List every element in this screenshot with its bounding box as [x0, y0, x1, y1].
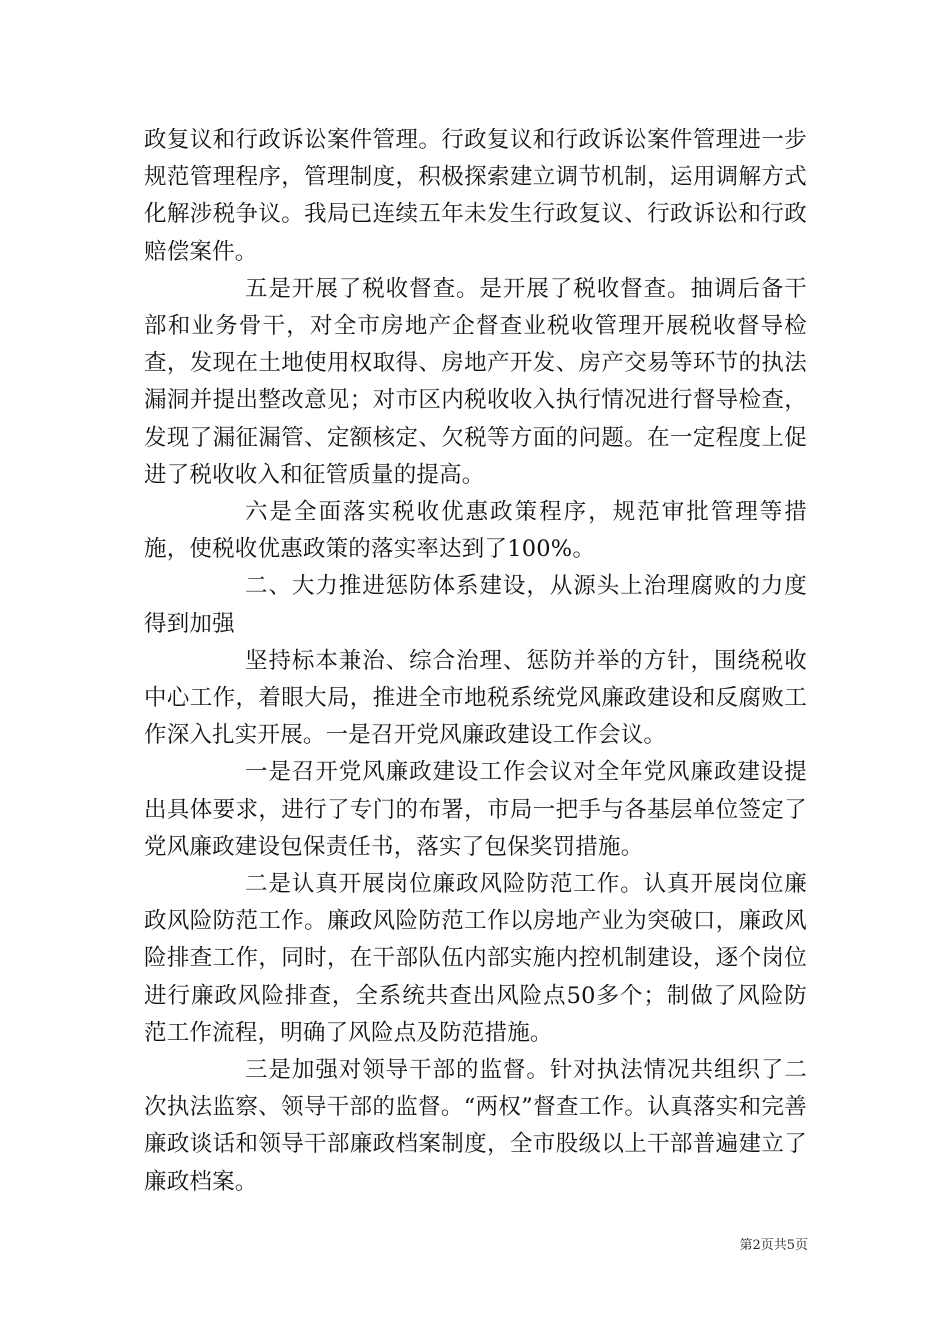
paragraph-continuation: 政复议和行政诉讼案件管理。行政复议和行政诉讼案件管理进一步规范管理程序，管理制度，积极探索建立调节机制，运用调解方式化解涉税争议。我局已连续五年未发生行政复议、行政诉讼和行政赔偿案件。 — [144, 127, 807, 265]
paragraph-tax-preference: 六是全面落实税收优惠政策程序，规范审批管理等措施，使税收优惠政策的落实率达到了100%。 — [144, 499, 807, 563]
paragraph-risk-prevention: 二是认真开展岗位廉政风险防范工作。认真开展岗位廉政风险防范工作。廉政风险防范工作以房地产业为突破口，廉政风险排查工作，同时，在干部队伍内部实施内控机制建设，逐个岗位进行廉政风险排查，全系统共查出风险点50多个；制做了风险防范工作流程，明确了风险点及防范措施。 — [144, 871, 807, 1046]
paragraph-tax-inspection: 五是开展了税收督查。是开展了税收督查。抽调后备干部和业务骨干，对全市房地产企督查业税收管理开展税收督导检查，发现在土地使用权取得、房地产开发、房产交易等环节的执法漏洞并提出整改意见；对市区内税收收入执行情况进行督导检查，发现了漏征漏管、定额核定、欠税等方面的问题。在一定程度上促进了税收收入和征管质量的提高。 — [144, 275, 807, 488]
document-body — [144, 122, 807, 1201]
paragraph-leadership-supervision: 三是加强对领导干部的监督。针对执法情况共组织了二次执法监察、领导干部的监督。“两权”督查工作。认真落实和完善廉政谈话和领导干部廉政档案制度，全市股级以上干部普遍建立了廉政档案。 — [144, 1057, 807, 1195]
section-heading-anti-corruption: 二、大力推进惩防体系建设，从源头上治理腐败的力度得到加强 — [144, 573, 807, 637]
page-number: 第2页共5页 — [739, 1238, 808, 1253]
paragraph-policy-guideline: 坚持标本兼治、综合治理、惩防并举的方针，围绕税收中心工作，着眼大局，推进全市地税系统党风廉政建设和反腐败工作深入扎实开展。一是召开党风廉政建设工作会议。 — [144, 647, 807, 749]
paragraph-meeting: 一是召开党风廉政建设工作会议对全年党风廉政建设提出具体要求，进行了专门的布署，市局一把手与各基层单位签定了党风廉政建设包保责任书，落实了包保奖罚措施。 — [144, 759, 807, 860]
